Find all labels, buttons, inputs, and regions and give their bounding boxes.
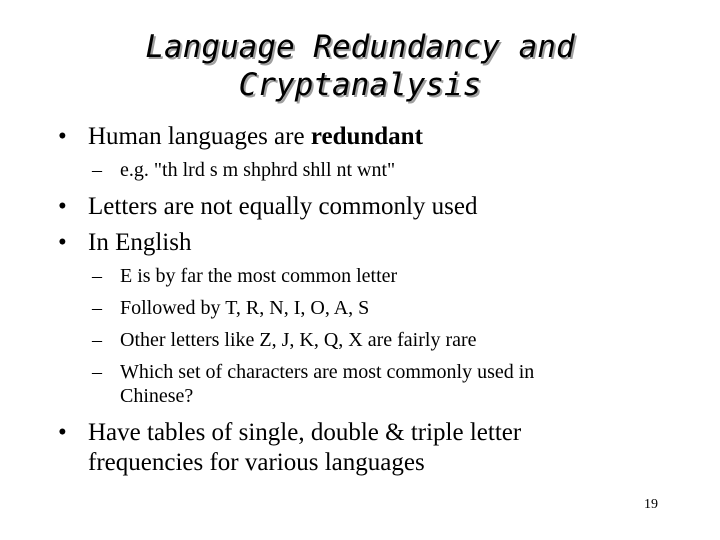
- sub-bullet-marker: –: [92, 361, 102, 383]
- sub-bullet-rare-letters: [92, 328, 477, 352]
- sub-bullet-followed-by: [92, 296, 369, 320]
- bullet-marker: •: [58, 123, 67, 150]
- sub-bullet-text: E is by far the most common letter: [120, 265, 398, 287]
- bullet-text-bold: redundant: [310, 123, 423, 150]
- bullet-human-languages: [58, 122, 423, 152]
- bullet-frequency-tables: [58, 418, 521, 478]
- page-number: 19: [644, 497, 658, 512]
- bullet-marker: •: [58, 419, 67, 446]
- sub-bullet-text: Other letters like Z, J, K, Q, X are fairly rare: [120, 329, 477, 351]
- slide-title: [0, 28, 720, 104]
- bullet-text-line-2: frequencies for various languages: [88, 449, 425, 476]
- bullet-text: [88, 418, 521, 478]
- bullet-marker: •: [58, 229, 67, 256]
- bullet-text: In English: [88, 229, 192, 256]
- sub-bullet-text: [120, 360, 534, 408]
- bullet-in-english: [58, 228, 191, 258]
- bullet-text-line-1: Have tables of single, double & triple letter: [88, 419, 522, 446]
- sub-bullet-marker: –: [92, 159, 102, 181]
- sub-bullet-text-line-2: Chinese?: [120, 385, 194, 407]
- bullet-letters-frequency: [58, 192, 477, 222]
- sub-bullet-text-line-1: Which set of characters are most commonly used in: [120, 361, 535, 383]
- slide-title-line-1: Language Redundancy and: [145, 29, 575, 65]
- bullet-marker: •: [58, 193, 67, 220]
- bullet-text-plain: Human languages are: [88, 123, 311, 150]
- bullet-text: Letters are not equally commonly used: [88, 193, 478, 220]
- bullet-text: [88, 122, 423, 152]
- sub-bullet-example: [92, 158, 395, 182]
- sub-bullet-text: Followed by T, R, N, I, O, A, S: [120, 297, 370, 319]
- sub-bullet-chinese-question: [92, 360, 534, 408]
- sub-bullet-marker: –: [92, 265, 102, 287]
- sub-bullet-e-most-common: [92, 264, 397, 288]
- sub-bullet-text: e.g. "th lrd s m shphrd shll nt wnt": [120, 159, 396, 181]
- sub-bullet-marker: –: [92, 297, 102, 319]
- sub-bullet-marker: –: [92, 329, 102, 351]
- slide-title-line-2: Cryptanalysis: [238, 67, 482, 103]
